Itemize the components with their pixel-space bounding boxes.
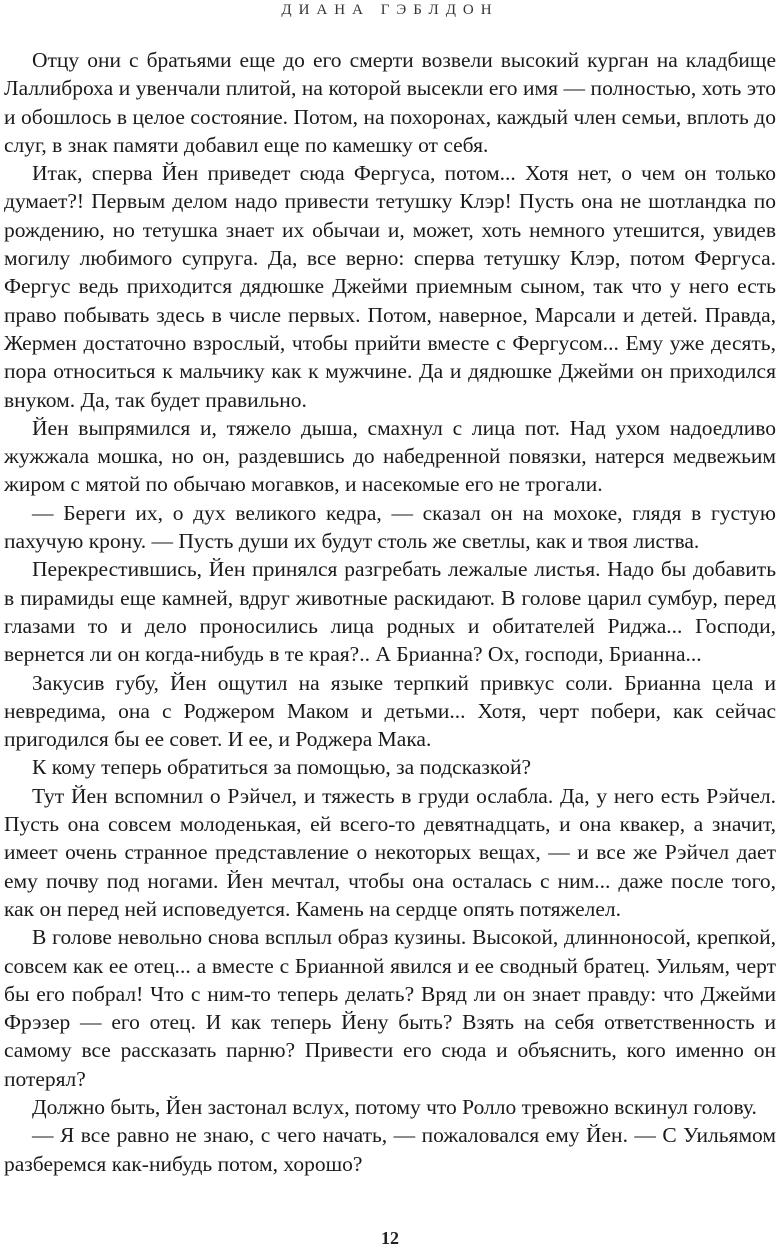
paragraph: — Я все равно не знаю, с чего начать, — пожаловался ему Йен. — С Уильямом разберемся как-нибудь потом, хорошо? — [4, 1123, 776, 1176]
paragraph: Перекрестившись, Йен принялся разгребать лежалые листья. Надо бы добавить в пирамиды еще камней, вдруг животные раскидают. В голове царил сумбур, перед глазами то и дело проносились лица родных и обитателей Риджа... Господи, вернется ли он когда-нибудь в те края?.. А Брианна? Ох, господи, Брианна... — [4, 557, 776, 667]
paragraph: К кому теперь обратиться за помощью, за подсказкой? — [32, 755, 532, 780]
page-number: 12 — [381, 1228, 399, 1248]
paragraph: — Береги их, о дух великого кедра, — сказал он на мохоке, глядя в густую пахучую крону. — Пусть души их будут столь же светлы, как и твоя листва. — [4, 500, 776, 554]
paragraph: Закусив губу, Йен ощутил на языке терпкий привкус соли. Брианна цела и невредима, она с Роджером Маком и детьми... Хотя, черт побери, как сейчас пригодился бы ее совет. И ее, и Роджера Мака. — [4, 670, 776, 752]
paragraph: Йен выпрямился и, тяжело дыша, смахнул с лица пот. Над ухом надоедливо жужжала мошка, но он, раздевшись до набедренной повязки, натерся медвежьим жиром с мятой по обычаю могавков, и насекомые его не трогали. — [4, 415, 776, 497]
page-body-text — [4, 46, 776, 1178]
paragraph: Тут Йен вспомнил о Рэйчел, и тяжесть в груди ослабла. Да, у него есть Рэйчел. Пусть она совсем молоденькая, ей всего-то девятнадцать, и она квакер, а значит, имеет очень странное представление о некоторых вещах, — и все же Рэйчел дает ему почву под ногами. Йен мечтал, чтобы она осталась с ним... даже после того, как он перед ней исповедуется. Камень на сердце опять потяжелел. — [4, 783, 776, 921]
paragraph: Отцу они с братьями еще до его смерти возвели высокий курган на кладбище Лаллиброха и увенчали плитой, на которой высекли его имя — полностью, хоть это и обошлось в целое состояние. Потом, на похоронах, каждый член семьи, вплоть до слуг, в знак памяти добавил еще по камешку от себя. — [4, 48, 776, 157]
paragraph: Итак, сперва Йен приведет сюда Фергуса, потом... Хотя нет, о чем он только думает?! Первым делом надо привести тетушку Клэр! Пусть она не шотландка по рождению, но тетушка знает их обычаи и, может, хоть немного утешится, увидев могилу любимого супруга. Да, все верно: сперва тетушку Клэр, потом Фергуса. Фергус ведь приходится дядюшке Джейми приемным сыном, так что у него есть право побывать здесь в числе первых. Потом, наверное, Марсали и детей. Правда, Жермен достаточно взрослый, чтобы прийти вместе с Фергусом... Ему уже десять, пора относиться к мальчику как к мужчине. Да и дядюшке Джейми он приходился внуком. Да, так будет правильно. — [4, 161, 776, 412]
paragraph: В голове невольно снова всплыл образ кузины. Высокой, длинноносой, крепкой, совсем как ее отец... а вместе с Брианной явился и ее сводный братец. Уильям, черт бы его побрал! Что с ним-то теперь делать? Вряд ли он знает правду: что Джейми Фрэзер — его отец. И как теперь Йену быть? Взять на себя ответственность и самому все рассказать парню? Привести его сюда и объяснить, кого именно он потерял? — [4, 925, 776, 1091]
paragraph: Должно быть, Йен застонал вслух, потому что Ролло тревожно вскинул голову. — [32, 1094, 757, 1119]
running-head: ДИАНА ГЭБЛДОН — [281, 2, 499, 18]
